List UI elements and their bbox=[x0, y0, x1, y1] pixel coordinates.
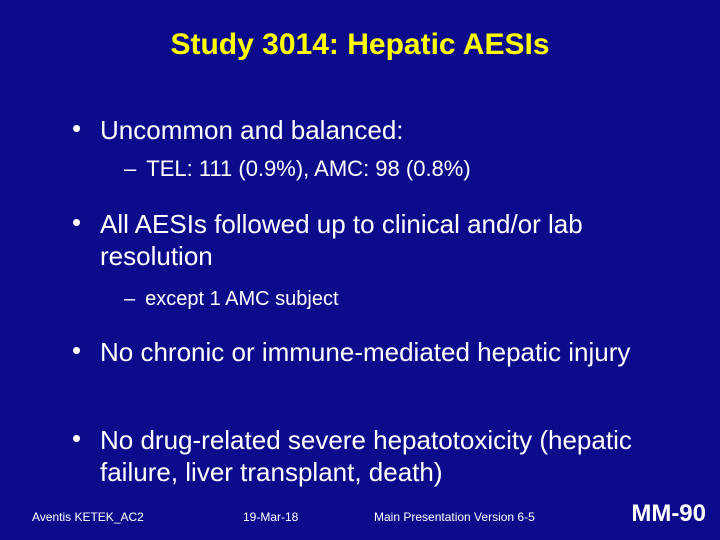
slide-number: MM-90 bbox=[631, 500, 706, 527]
bullet-text: All AESIs followed up to clinical and/or lab resolution bbox=[100, 209, 583, 271]
slide-title: Study 3014: Hepatic AESIs bbox=[170, 28, 550, 61]
bullet-text: No chronic or immune-mediated hepatic injury bbox=[100, 337, 631, 367]
bullet-item bbox=[72, 208, 672, 272]
sub-bullet bbox=[124, 156, 471, 182]
footer-version: Main Presentation Version 6-5 bbox=[374, 510, 535, 524]
bullet-item bbox=[72, 114, 672, 146]
sub-bullet-text: TEL: 111 (0.9%), AMC: 98 (0.8%) bbox=[146, 156, 471, 181]
bullet-text: No drug-related severe hepatotoxicity (hepatic failure, liver transplant, death) bbox=[100, 425, 632, 487]
bullet-item bbox=[72, 424, 692, 488]
bullet-marker: • bbox=[72, 113, 82, 143]
footer-date: 19-Mar-18 bbox=[243, 510, 299, 524]
bullet-text: Uncommon and balanced: bbox=[100, 115, 404, 145]
bullet-item bbox=[72, 336, 672, 368]
sub-bullet-text: except 1 AMC subject bbox=[145, 288, 339, 310]
sub-bullet-dash: – bbox=[124, 288, 136, 310]
sub-bullet bbox=[124, 286, 339, 312]
bullet-marker: • bbox=[72, 207, 82, 237]
footer-left: Aventis KETEK_AC2 bbox=[32, 510, 144, 524]
bullet-marker: • bbox=[72, 335, 82, 365]
bullet-marker: • bbox=[72, 423, 82, 453]
sub-bullet-dash: – bbox=[124, 156, 137, 181]
